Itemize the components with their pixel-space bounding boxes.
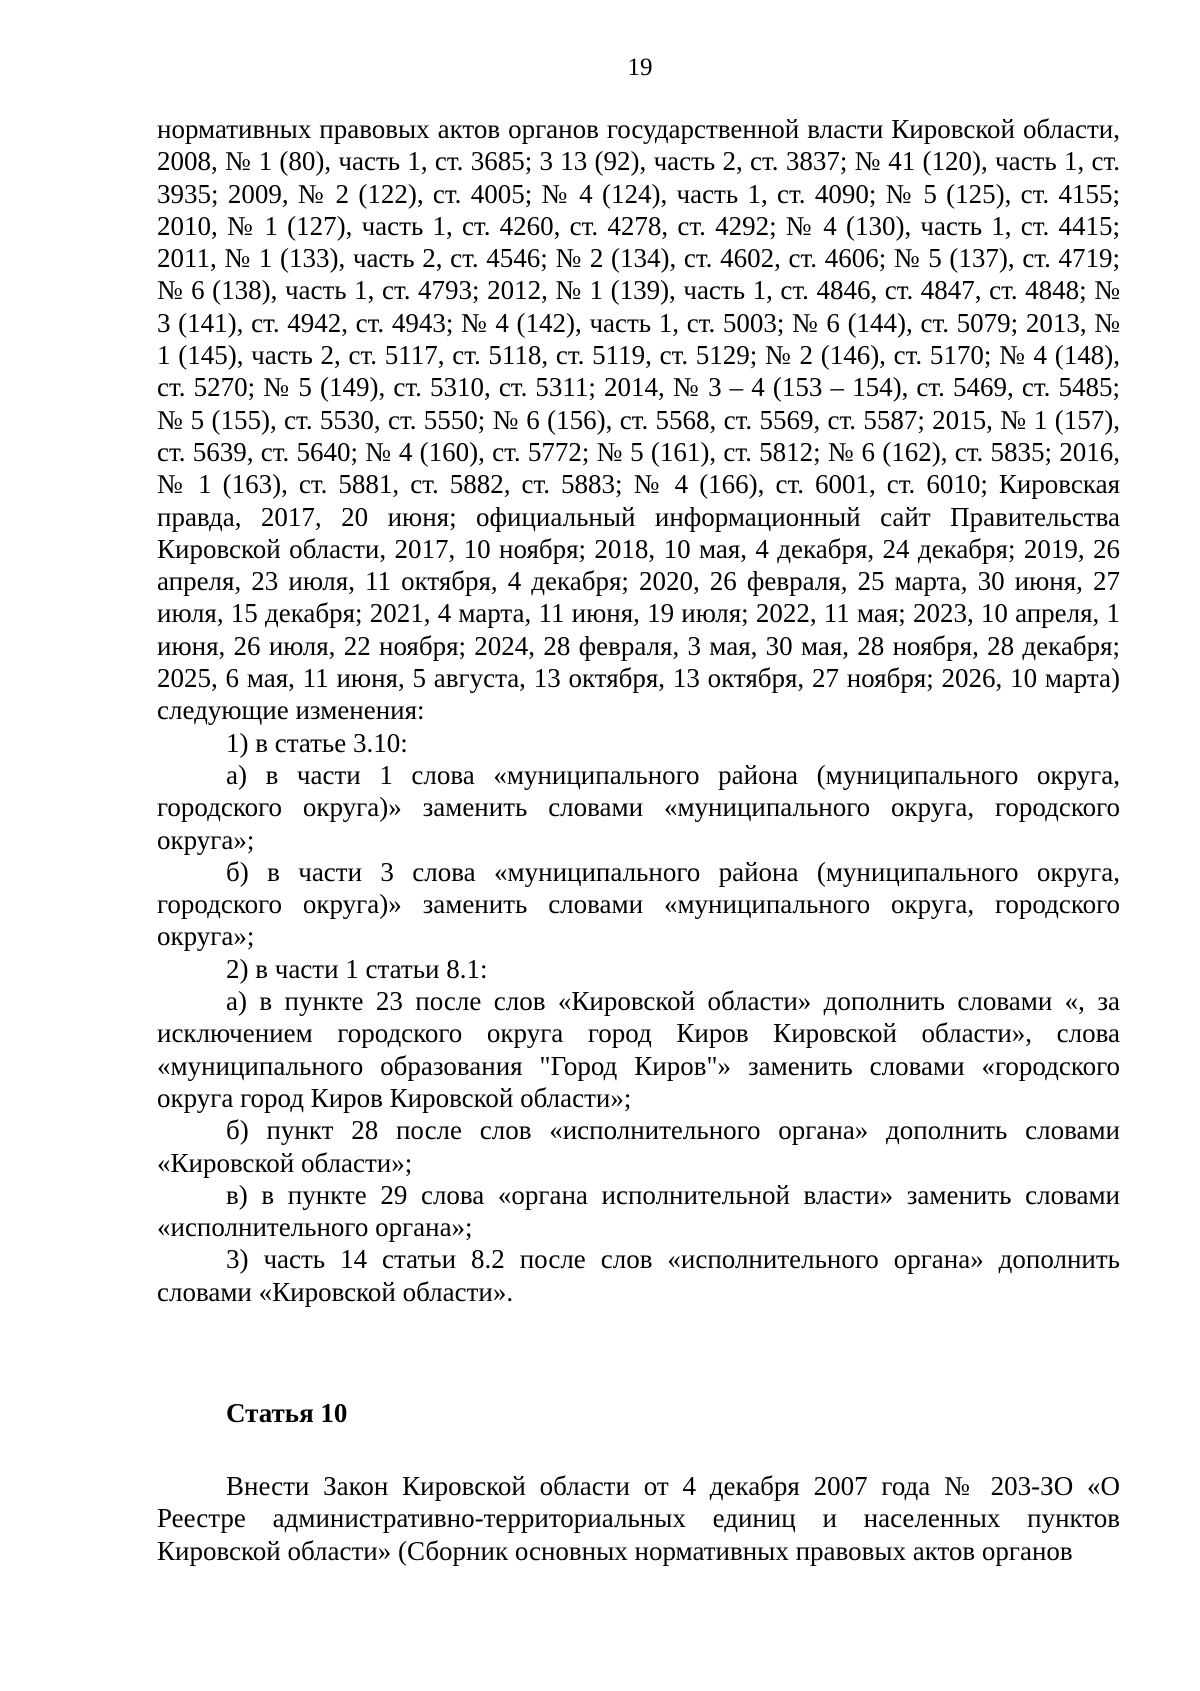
- paragraph-item-1a: а) в части 1 слова «муниципального района (муниципального округа, городского округа)» заменить словами «муниципального округа, городского округа»;: [157, 759, 1120, 855]
- paragraph-item-2b: б) пункт 28 после слов «исполнительного органа» дополнить словами «Кировской области»;: [157, 1115, 1120, 1178]
- article-paragraph: Внести Закон Кировской области от 4 декабря 2007 года № 203-ЗО «О Реестре административно-территориальных единиц и населенных пунктов Кировской области» (Сборник основных нормативных правовых актов органов: [157, 1471, 1120, 1566]
- paragraph-item-1: 1) в статье 3.10:: [226, 727, 408, 758]
- article-body: [157, 1470, 1120, 1567]
- paragraph-continuation: нормативных правовых актов органов государственной власти Кировской области, 2008, № 1 (80), часть 1, ст. 3685; 3 13 (92), часть 2, ст. 3837; № 41 (120), часть 1, ст. 3935; 2009, № 2 (122), ст. 4005; № 4 (124), часть 1, ст. 4090; № 5 (125), ст. 4155; 2010, № 1 (127), часть 1, ст. 4260, ст. 4278, ст. 4292; № 4 (130), часть 1, ст. 4415; 2011, № 1 (133), часть 2, ст. 4546; № 2 (134), ст. 4602, ст. 4606; № 5 (137), ст. 4719; № 6 (138), часть 1, ст. 4793; 2012, № 1 (139), часть 1, ст. 4846, ст. 4847, ст. 4848; № 3 (141), ст. 4942, ст. 4943; № 4 (142), часть 1, ст. 5003; № 6 (144), ст. 5079; 2013, № 1 (145), часть 2, ст. 5117, ст. 5118, ст. 5119, ст. 5129; № 2 (146), ст. 5170; № 4 (148), ст. 5270; № 5 (149), ст. 5310, ст. 5311; 2014, № 3 – 4 (153 – 154), ст. 5469, ст. 5485; № 5 (155), ст. 5530, ст. 5550; № 6 (156), ст. 5568, ст. 5569, ст. 5587; 2015, № 1 (157), ст. 5639, ст. 5640; № 4 (160), ст. 5772; № 5 (161), ст. 5812; № 6 (162), ст. 5835; 2016, № 1 (163), ст. 5881, ст. 5882, ст. 5883; № 4 (166), ст. 6001, ст. 6010; Кировская правда, 2017, 20 июня; официальный информационный сайт Правительства Кировской области, 2017, 10 ноября; 2018, 10 мая, 4 декабря, 24 декабря; 2019, 26 апреля, 23 июля, 11 октября, 4 декабря; 2020, 26 февраля, 25 марта, 30 июня, 27 июля, 15 декабря; 2021, 4 марта, 11 июня, 19 июля; 2022, 11 мая; 2023, 10 апреля, 1 июня, 26 июля, 22 ноября; 2024, 28 февраля, 3 мая, 30 мая, 28 ноября, 28 декабря; 2025, 6 мая, 11 июня, 5 августа, 13 октября, 13 октября, 27 ноября; 2026, 10 марта) следующие изменения:: [157, 114, 1120, 726]
- page-number: 19: [627, 54, 653, 81]
- paragraph-item-2: 2) в части 1 статьи 8.1:: [226, 953, 488, 984]
- paragraph-item-2a: а) в пункте 23 после слов «Кировской области» дополнить словами «, за исключением городского округа город Киров Кировской области», слова «муниципального образования "Город Киров"» заменить словами «городского округа город Киров Кировской области»;: [157, 986, 1120, 1113]
- paragraph-item-1b: б) в части 3 слова «муниципального района (муниципального округа, городского округа)» заменить словами «муниципального округа, городского округа»;: [157, 856, 1120, 952]
- paragraph-item-2c: в) в пункте 29 слова «органа исполнительной власти» заменить словами «исполнительного органа»;: [157, 1179, 1120, 1243]
- body-text: [157, 113, 1120, 1308]
- article-heading: Статья 10: [226, 1398, 348, 1428]
- paragraph-item-3: 3) часть 14 статьи 8.2 после слов «исполнительного органа» дополнить словами «Кировской области».: [157, 1244, 1120, 1307]
